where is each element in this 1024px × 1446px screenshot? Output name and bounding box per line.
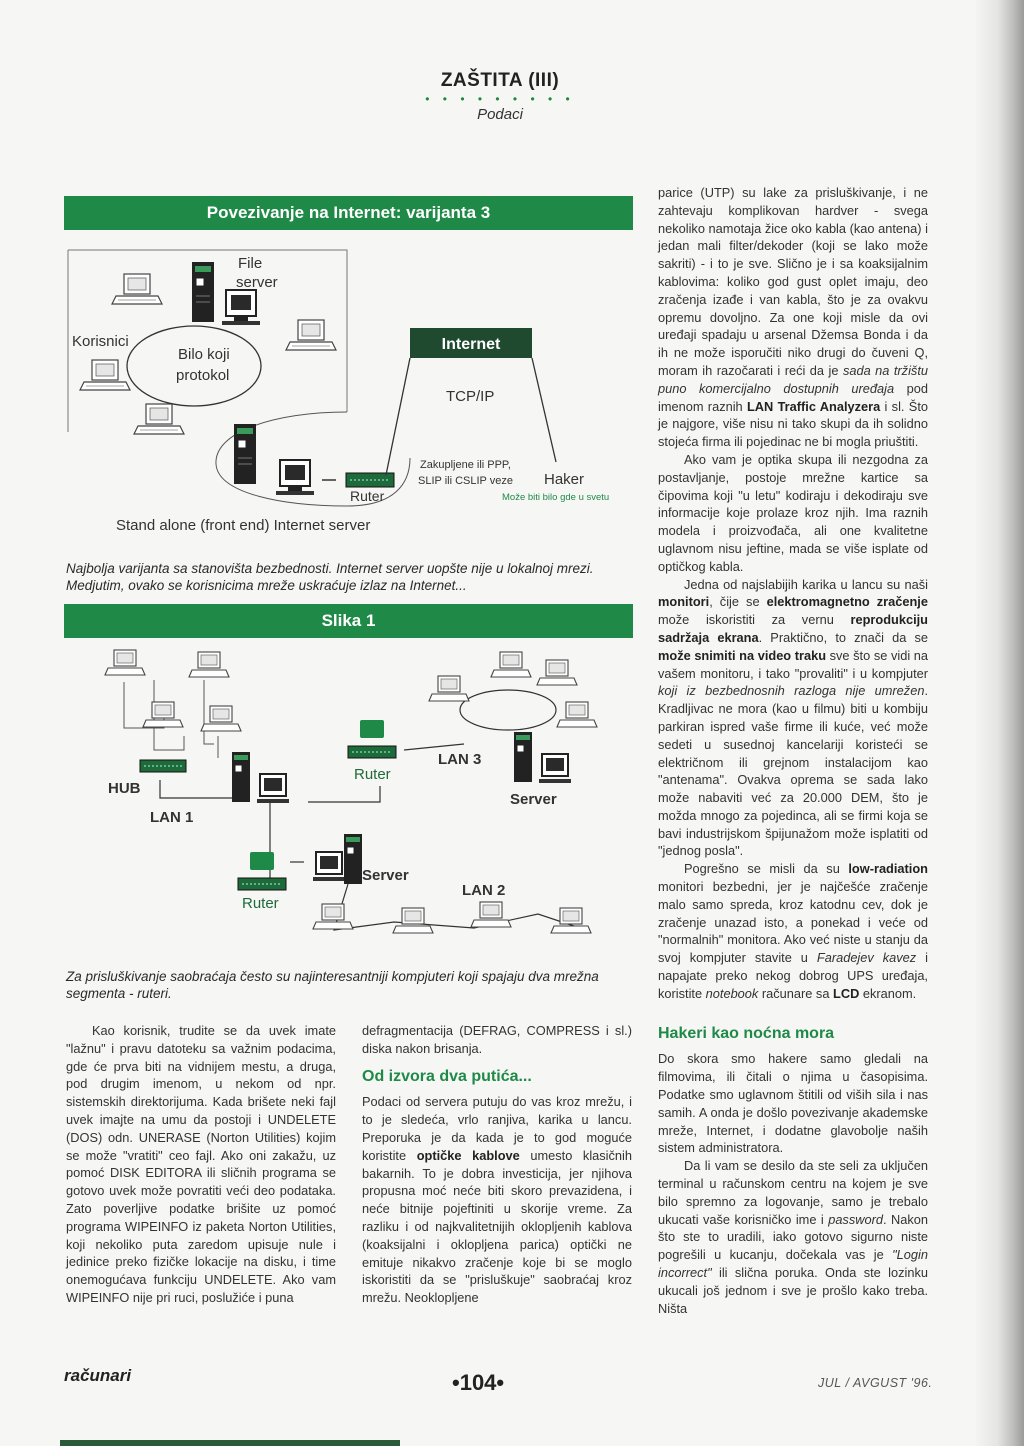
server-mid-label: Server (362, 867, 409, 884)
server-right-label: Server (510, 791, 557, 808)
figure2-diagram (64, 640, 636, 956)
col3-heading: Hakeri kao noćna mora (658, 1024, 835, 1042)
magazine-name: računari (64, 1366, 132, 1385)
file-server-label-2: server (236, 274, 278, 291)
protocol-label-1: Bilo koji (178, 346, 230, 363)
col2-heading: Od izvora dva putića... (362, 1067, 532, 1085)
internet-server-tower-icon (234, 424, 256, 484)
lan2-server-monitor-icon (313, 852, 345, 881)
page-spine-shadow (976, 0, 1024, 1446)
lan1-server-tower-icon (232, 752, 250, 802)
tcpip-label: TCP/IP (446, 388, 495, 405)
col3-paragraph: parice (UTP) su lake za prisluškivanje, i ne zahtevaju komplikovan hardver - svega nekoliko namotaja žice oko kabla (kao antena) i jedan mali filter/dekoder (koji se lako može sakriti) - i to je sve. Slično je i sa koaksijalnim kablovima: koliko god gust oplet imaju, deo zračenja izađe i van kabla, što je za ovakvu opremu dovoljno. Za one koji misle da ovi uređaji spadaju u arsenal Džemsa Bonda i da ih ne može isporučiti niko drugi do čuveni Q, moram ih razočarati i reći da je sada na tržištu puno komercijalno dostupnih uređaja pod imenom raznih LAN Traffic Analyzera i sl. Što je najgore, više nisu ni tako skupi da ih solidno stojeća firma ili pojedinac ne bi mogla priuštiti. (658, 185, 928, 450)
column-1 (66, 1022, 336, 1307)
file-server-monitor-icon (222, 290, 260, 325)
col2-paragraph: Podaci od servera putuju do vas kroz mrežu, i to je sledeća, vrlo ranjiva, karika u lancu. Preporuka je da kada je to god moguće koristite optičke kablove umesto klasičnih bakarnih. To je dobra investicija, jer njihova propusna moć neće biti skoro prevazidena, i neće bitnije pojeftiniti u skorije vreme. Za razliku i od najkvalitetnijih okloplјenih kablova (koaksijalni i okloplјena parica) optički ne emituje nikakvo zračenje koje bi se moglo iskoristiti da se "prisluškuje" saobraćaj kroz mrežu. Neokloplјene (362, 1094, 633, 1306)
router-label: Ruter (350, 488, 385, 504)
lan2-computer-icon (393, 908, 433, 933)
col3-paragraph: Ako vam je optika skupa ili nezgodna za postavljanje, postoje mrežne kartice sa čipovima koji "u letu" kodiraju i dekodiraju sve informacije koje prolaze kroz njih. Ima raznih modela i proizvođača, ali one kvalitetne uglavnom nisu jeftine, mada se više isplate od optičkog kabla. (658, 451, 928, 574)
figure1-title-bar: Povezivanje na Internet: varijanta 3 (64, 196, 633, 230)
file-server-tower-icon (192, 262, 214, 322)
column-3 (658, 184, 928, 1317)
user-computer-icon (134, 404, 184, 434)
standalone-server-label: Stand alone (front end) Internet server (116, 517, 371, 534)
lan3-computer-icon (557, 702, 597, 727)
lan2-computer-icon (313, 904, 353, 929)
figure1-caption (66, 560, 638, 594)
lan1-server-monitor-icon (257, 774, 289, 803)
lan2-computer-icon (471, 902, 511, 927)
issue-date: JUL / AVGUST '96. (818, 1376, 933, 1390)
leased-lines-label-1: Zakupljene ili PPP, (420, 459, 511, 471)
figure1-diagram (64, 232, 636, 550)
col3-paragraph: Jedna od najslabijih karika u lancu su naši monitori, čije se elektromagnetno zračenje može iskoristiti za vernu reprodukciju sadržaja ekrana. Praktično, to znači da se može snimiti na video traku sve što se vidi na vašem monitoru, i tako "provaliti" i u kompjuter koji iz bezbednosnih razloga nije umrežen. Kradljivac ne mora (kao u filmu) biti u kombiju parkiran ispred vaše firme ili kuće, već može sedeti u susednoj kancelariji koristeći se električnom ili grejnom instalacijom kao "antenama". Ovakva oprema se sada lako može nabaviti već za 20.000 DEM, što je možda mnogo za pojedinca, ali se firmi koja se bavi industrijskom špijunažom može isplatiti od "jednog posla". (658, 576, 929, 859)
col3-paragraph: Pogrešno se misli da su low-radiation monitori bezbedni, jer je najčešće zračenje malo samo spreda, kroz katodnu cev, dok je zračenje unazad isto, a ponekad i veće od "normalnih" monitora. Ako već niste u stanju da svoj kompjuter stavite u Faradejev kavez i napajate preko nekog dobrog UPS uređaja, koristite notebook računare sa LCD ekranom. (658, 861, 928, 1001)
title-dots: • • • • • • • • • (425, 92, 575, 106)
router-top-label: Ruter (354, 766, 391, 783)
figure2-caption (66, 968, 638, 1002)
column-2 (362, 1022, 632, 1307)
router-top-icon (348, 720, 396, 758)
lan3-label: LAN 3 (438, 751, 482, 768)
lan2-server-tower-icon (344, 834, 362, 884)
lan1-computer-icon (201, 706, 241, 731)
figure1-caption-line: Najbolja varijanta sa stanovišta bezbednosti. Internet server uopšte nije u lokalnoj mrezi. (66, 561, 594, 576)
hub-label: HUB (108, 780, 141, 797)
hacker-note: Može biti bilo gde u svetu (502, 492, 610, 503)
col3-paragraph: Da li vam se desilo da ste seli za uključen terminal u računskom centru na kojem je sve bilo spremno za logovanje, samo je trebalo ukucati vaše korisničko ime i password. Nakon što ste to uradili, iako gotovo sigurno niste pogrešili u kucanju, dočekala vas je "Login incorrect" ili slična poruka. Onda ste lozinku ukucali još jednom i sve je prošlo kako treba. Ništa (658, 1158, 928, 1316)
col3-paragraph: Do skora smo hakere samo gledali na filmovima, ili čitali o njima u časopisima. Podatke smo uglavnom štitili od viših sila i nas samih. A onda je došlo povezivanje akademske mreže, Internet, i dodatne glavobolje naših sistem administratora. (658, 1051, 928, 1156)
router-bottom-label: Ruter (242, 895, 279, 912)
lan1-computer-icon (143, 702, 183, 727)
lan1-label: LAN 1 (150, 809, 194, 826)
figure2-caption-line: segmenta - ruteri. (66, 986, 172, 1001)
users-label: Korisnici (72, 333, 129, 350)
col1-paragraph: Kao korisnik, trudite se da uvek imate "lažnu" i pravu datoteku sa važnim podacima, gde će prva biti na vidnijem mestu, a druga, pod drugim imenom, u nekom od npr. sistemskih direktorijuma. Kada brišete neki fajl uvek imajte na umu da postoji i UNDELETE (DOS) odn. UNERASE (Norton Utilities) kojim se može "vratiti" ceo fajl. Ako oni zakažu, uz pomoć DISK EDITORA ili sličnih programa se gotovo uvek može povratiti veći deo podataka. Zato poverljive podatke brišite uz pomoć programa WIPEINFO iz paketa Norton Utilities, koji nekoliko puta zaredom upisuje nule i jedinice preko fizičke lokacije na disku, i time onemogućava funkciju UNDELETE. Ako vam WIPEINFO nije pri ruci, poslužiće i puna (66, 1023, 336, 1305)
protocol-label-2: protokol (176, 367, 230, 384)
lan3-computer-icon (537, 660, 577, 685)
lan3-server-monitor-icon (539, 754, 571, 783)
col2-paragraph: defragmentacija (DEFRAG, COMPRESS i sl.) diska nakon brisanja. (362, 1023, 632, 1056)
page-number: •104• (452, 1370, 505, 1395)
section-title: ZAŠTITA (III) (440, 70, 560, 91)
section-subtitle: Podaci (477, 106, 523, 123)
user-computer-icon (80, 360, 130, 390)
lan2-label: LAN 2 (462, 882, 506, 899)
figure1-caption-line: Medjutim, ovako se korisnicima mreže uskraćuje izlaz na Internet... (66, 578, 467, 593)
lan3-computer-icon (429, 676, 469, 701)
bottom-edge-strip (60, 1440, 400, 1446)
lan3-server-tower-icon (514, 732, 532, 782)
internet-label: Internet (441, 336, 501, 353)
lan1-computer-icon (105, 650, 145, 675)
internet-server-monitor-icon (276, 460, 314, 495)
user-computer-icon (112, 274, 162, 304)
file-server-label-1: File (238, 255, 263, 272)
hub-icon (140, 760, 186, 772)
running-head (380, 70, 620, 123)
figure2-title-bar: Slika 1 (64, 604, 633, 638)
lan3-computer-icon (491, 652, 531, 677)
router-bottom-icon (238, 852, 286, 890)
user-computer-icon (286, 320, 336, 350)
hacker-label: Haker (544, 471, 585, 488)
lan1-computer-icon (189, 652, 229, 677)
figure2-caption-line: Za prisluškivanje saobraćaja često su najinteresantniji kompjuteri koji spajaju dva mrežna (66, 969, 599, 984)
leased-lines-label-2: SLIP ili CSLIP veze (418, 475, 513, 487)
